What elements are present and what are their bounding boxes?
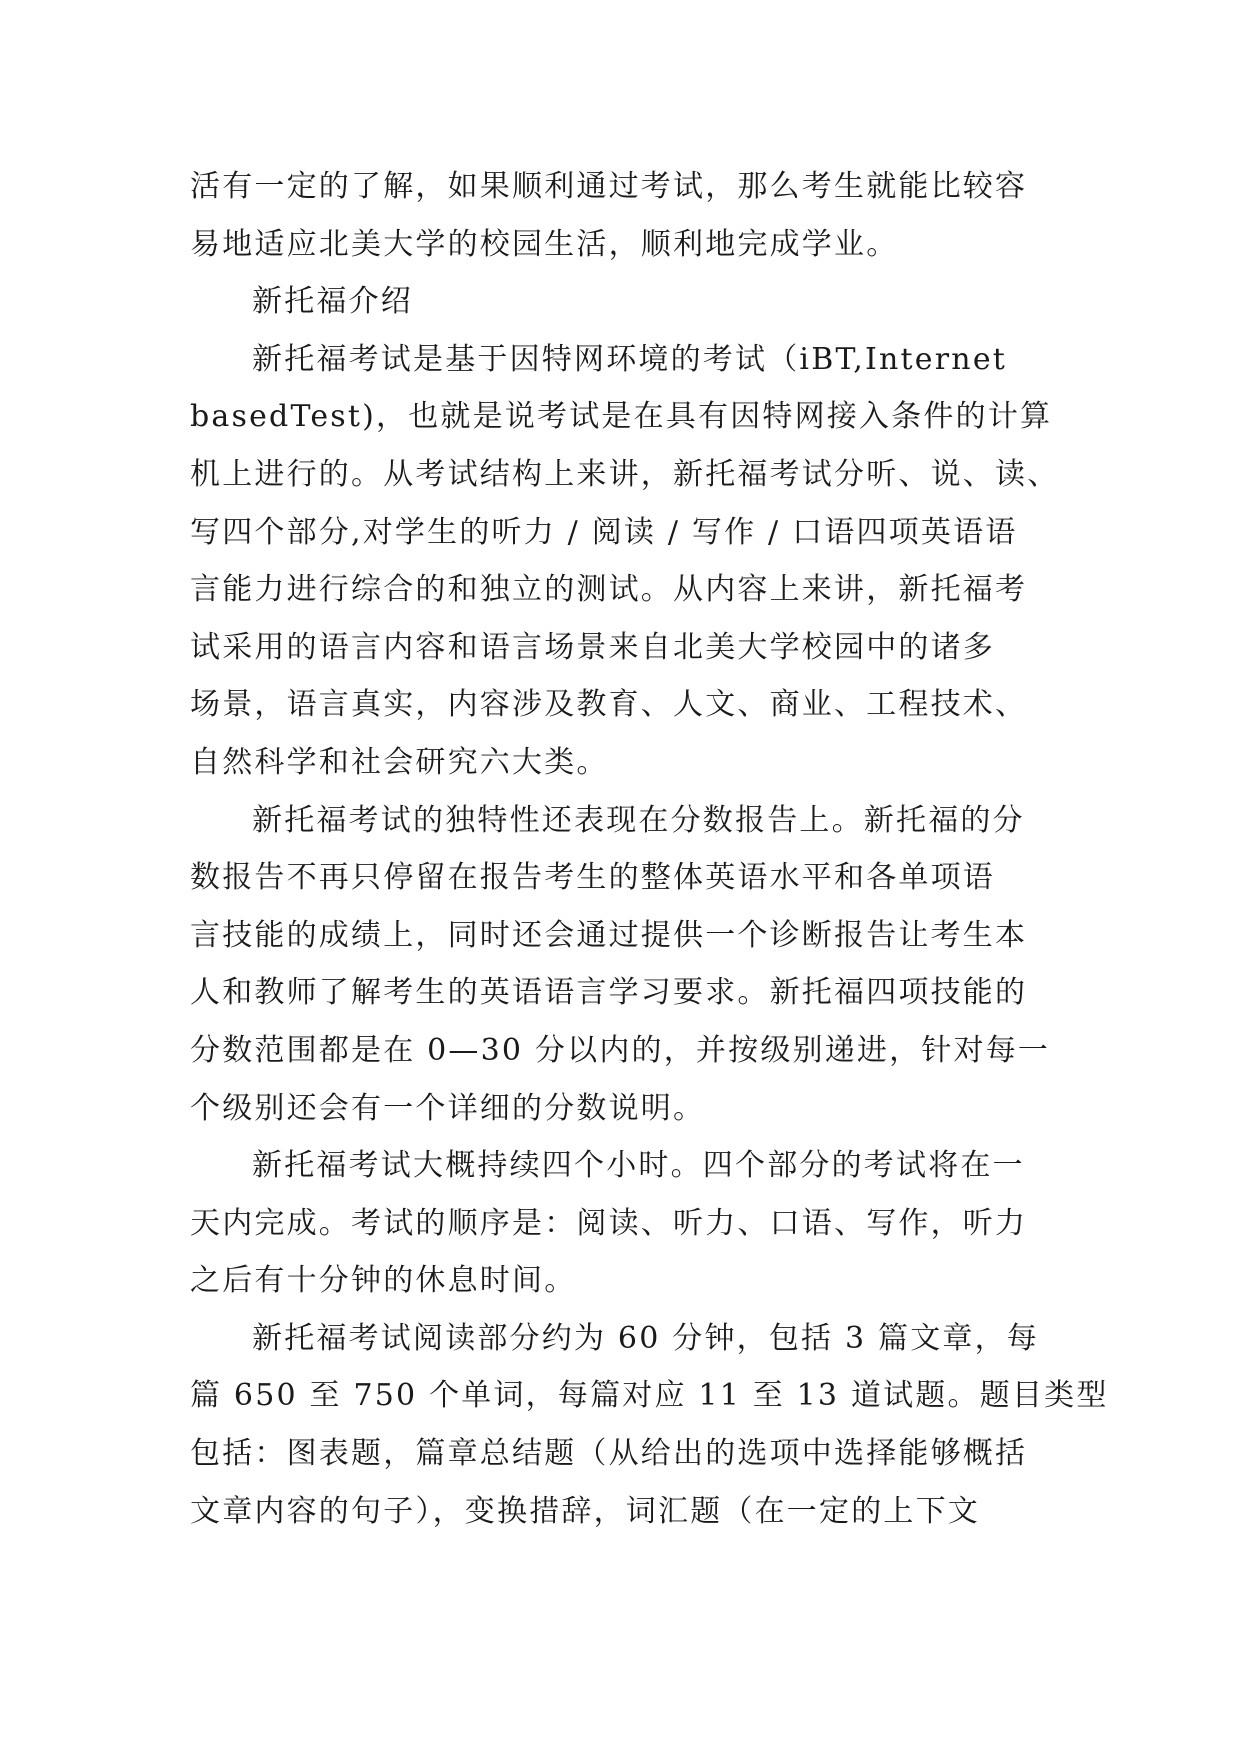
text-line: 天内完成。考试的顺序是：阅读、听力、口语、写作，听力 — [190, 1205, 1028, 1241]
text-line: 分数范围都是在 0—30 分以内的，并按级别递进，针对每一 — [190, 1032, 1051, 1068]
text-line: 个级别还会有一个详细的分数说明。 — [190, 1090, 706, 1126]
text-line: 包括：图表题，篇章总结题（从给出的选项中选择能够概括 — [190, 1436, 1028, 1472]
text-line: 篇 650 至 750 个单词，每篇对应 11 至 13 道试题。题目类型 — [190, 1378, 1109, 1414]
text-line: 试采用的语言内容和语言场景来自北美大学校园中的诸多 — [190, 629, 995, 665]
paragraph-start: 新托福考试的独特性还表现在分数报告上。新托福的分 — [252, 802, 1025, 838]
text-line: 数报告不再只停留在报告考生的整体英语水平和各单项语 — [190, 860, 995, 896]
text-line: 人和教师了解考生的英语语言学习要求。新托福四项技能的 — [190, 975, 1028, 1011]
text-line: 言能力进行综合的和独立的测试。从内容上来讲，新托福考 — [190, 572, 1028, 608]
text-line: 易地适应北美大学的校园生活，顺利地完成学业。 — [190, 226, 899, 262]
paragraph-start: 新托福考试阅读部分约为 60 分钟，包括 3 篇文章，每 — [252, 1320, 1040, 1356]
paragraph-start: 新托福考试大概持续四个小时。四个部分的考试将在一 — [252, 1148, 1025, 1184]
document-body — [190, 158, 1109, 1540]
text-line: 写四个部分,对学生的听力 / 阅读 / 写作 / 口语四项英语语 — [190, 514, 1018, 550]
text-line: 之后有十分钟的休息时间。 — [190, 1263, 577, 1299]
section-heading: 新托福介绍 — [252, 284, 413, 320]
paragraph-start: 新托福考试是基于因特网环境的考试（iBT,Internet — [252, 341, 1008, 377]
text-line: 机上进行的。从考试结构上来讲，新托福考试分听、说、读、 — [190, 456, 1060, 492]
text-line: 言技能的成绩上，同时还会通过提供一个诊断报告让考生本 — [190, 917, 1028, 953]
text-line: 场景，语言真实，内容涉及教育、人文、商业、工程技术、 — [190, 687, 1028, 723]
text-line: basedTest)，也就是说考试是在具有因特网接入条件的计算 — [190, 399, 1053, 435]
text-line: 活有一定的了解，如果顺利通过考试，那么考生就能比较容 — [190, 169, 1028, 204]
text-line: 文章内容的句子），变换措辞，词汇题（在一定的上下文 — [190, 1493, 980, 1529]
text-line: 自然科学和社会研究六大类。 — [190, 744, 609, 780]
